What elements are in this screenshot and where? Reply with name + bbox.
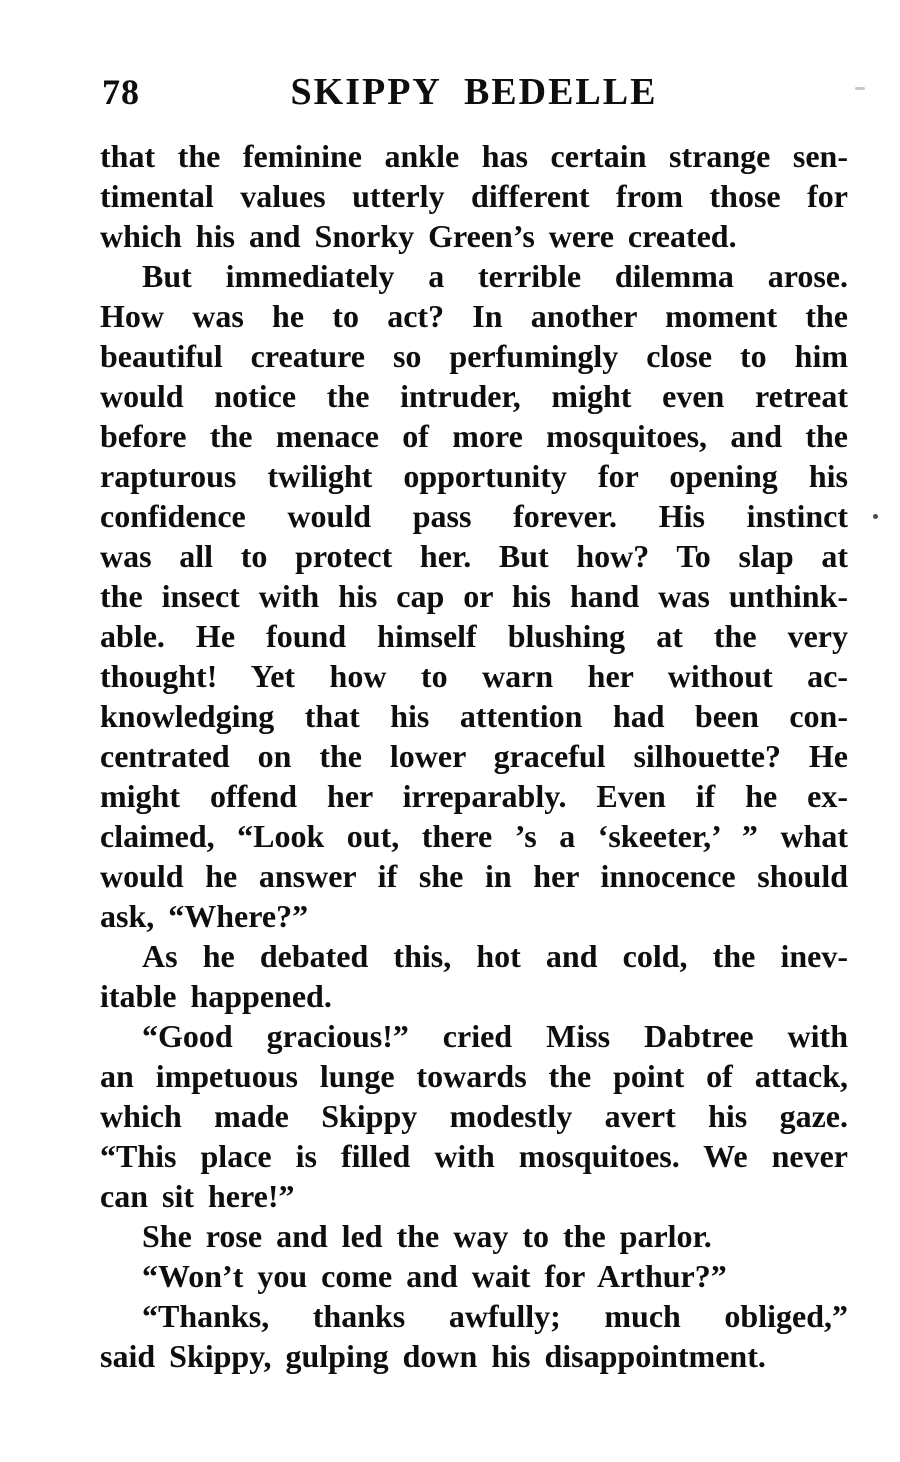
- text-line: “Good gracious!” cried Miss Dabtree with: [142, 1018, 848, 1054]
- text-line: ask, “Where?”: [100, 898, 309, 934]
- text-line: How was he to act? In another moment the: [100, 298, 848, 334]
- text-line: knowledging that his attention had been con-: [100, 698, 848, 734]
- text-line: able. He found himself blushing at the very: [100, 618, 848, 654]
- page-number: 78: [102, 72, 140, 112]
- text-line: the insect with his cap or his hand was unthink-: [100, 578, 848, 614]
- text-line: claimed, “Look out, there ’s a ‘skeeter,’ ” what: [100, 818, 848, 854]
- text-line: itable happened.: [100, 978, 332, 1014]
- ink-speck: [873, 514, 878, 519]
- text-line: that the feminine ankle has certain strange sen-: [100, 138, 848, 174]
- running-header: [100, 70, 848, 116]
- text-line: As he debated this, hot and cold, the inev-: [142, 938, 848, 974]
- text-line: “This place is filled with mosquitoes. We never: [100, 1138, 848, 1174]
- text-line: before the menace of more mosquitoes, and the: [100, 418, 848, 454]
- text-line: which made Skippy modestly avert his gaze.: [100, 1098, 848, 1134]
- text-line: thought! Yet how to warn her without ac-: [100, 658, 848, 694]
- text-line: an impetuous lunge towards the point of attack,: [100, 1058, 848, 1094]
- text-line: timental values utterly different from those for: [100, 178, 848, 214]
- text-line: She rose and led the way to the parlor.: [142, 1218, 712, 1254]
- text-line: which his and Snorky Green’s were created.: [100, 218, 737, 254]
- text-line: can sit here!”: [100, 1178, 295, 1214]
- text-line: beautiful creature so perfumingly close to him: [100, 338, 848, 374]
- text-line: might offend her irreparably. Even if he ex-: [100, 778, 848, 814]
- text-line: confidence would pass forever. His instinct: [100, 498, 848, 534]
- text-line: would he answer if she in her innocence should: [100, 858, 848, 894]
- body-text-block: [100, 136, 848, 1376]
- text-line: “Thanks, thanks awfully; much obliged,”: [142, 1298, 848, 1334]
- ink-speck: [855, 87, 865, 90]
- running-head-title: SKIPPY BEDELLE: [290, 71, 658, 113]
- text-line: was all to protect her. But how? To slap at: [100, 538, 848, 574]
- text-line: rapturous twilight opportunity for opening his: [100, 458, 848, 494]
- text-line: “Won’t you come and wait for Arthur?”: [142, 1258, 727, 1294]
- text-line: said Skippy, gulping down his disappointment.: [100, 1338, 766, 1374]
- text-line: centrated on the lower graceful silhouette? He: [100, 738, 848, 774]
- text-line: But immediately a terrible dilemma arose.: [142, 258, 848, 294]
- text-line: would notice the intruder, might even retreat: [100, 378, 848, 414]
